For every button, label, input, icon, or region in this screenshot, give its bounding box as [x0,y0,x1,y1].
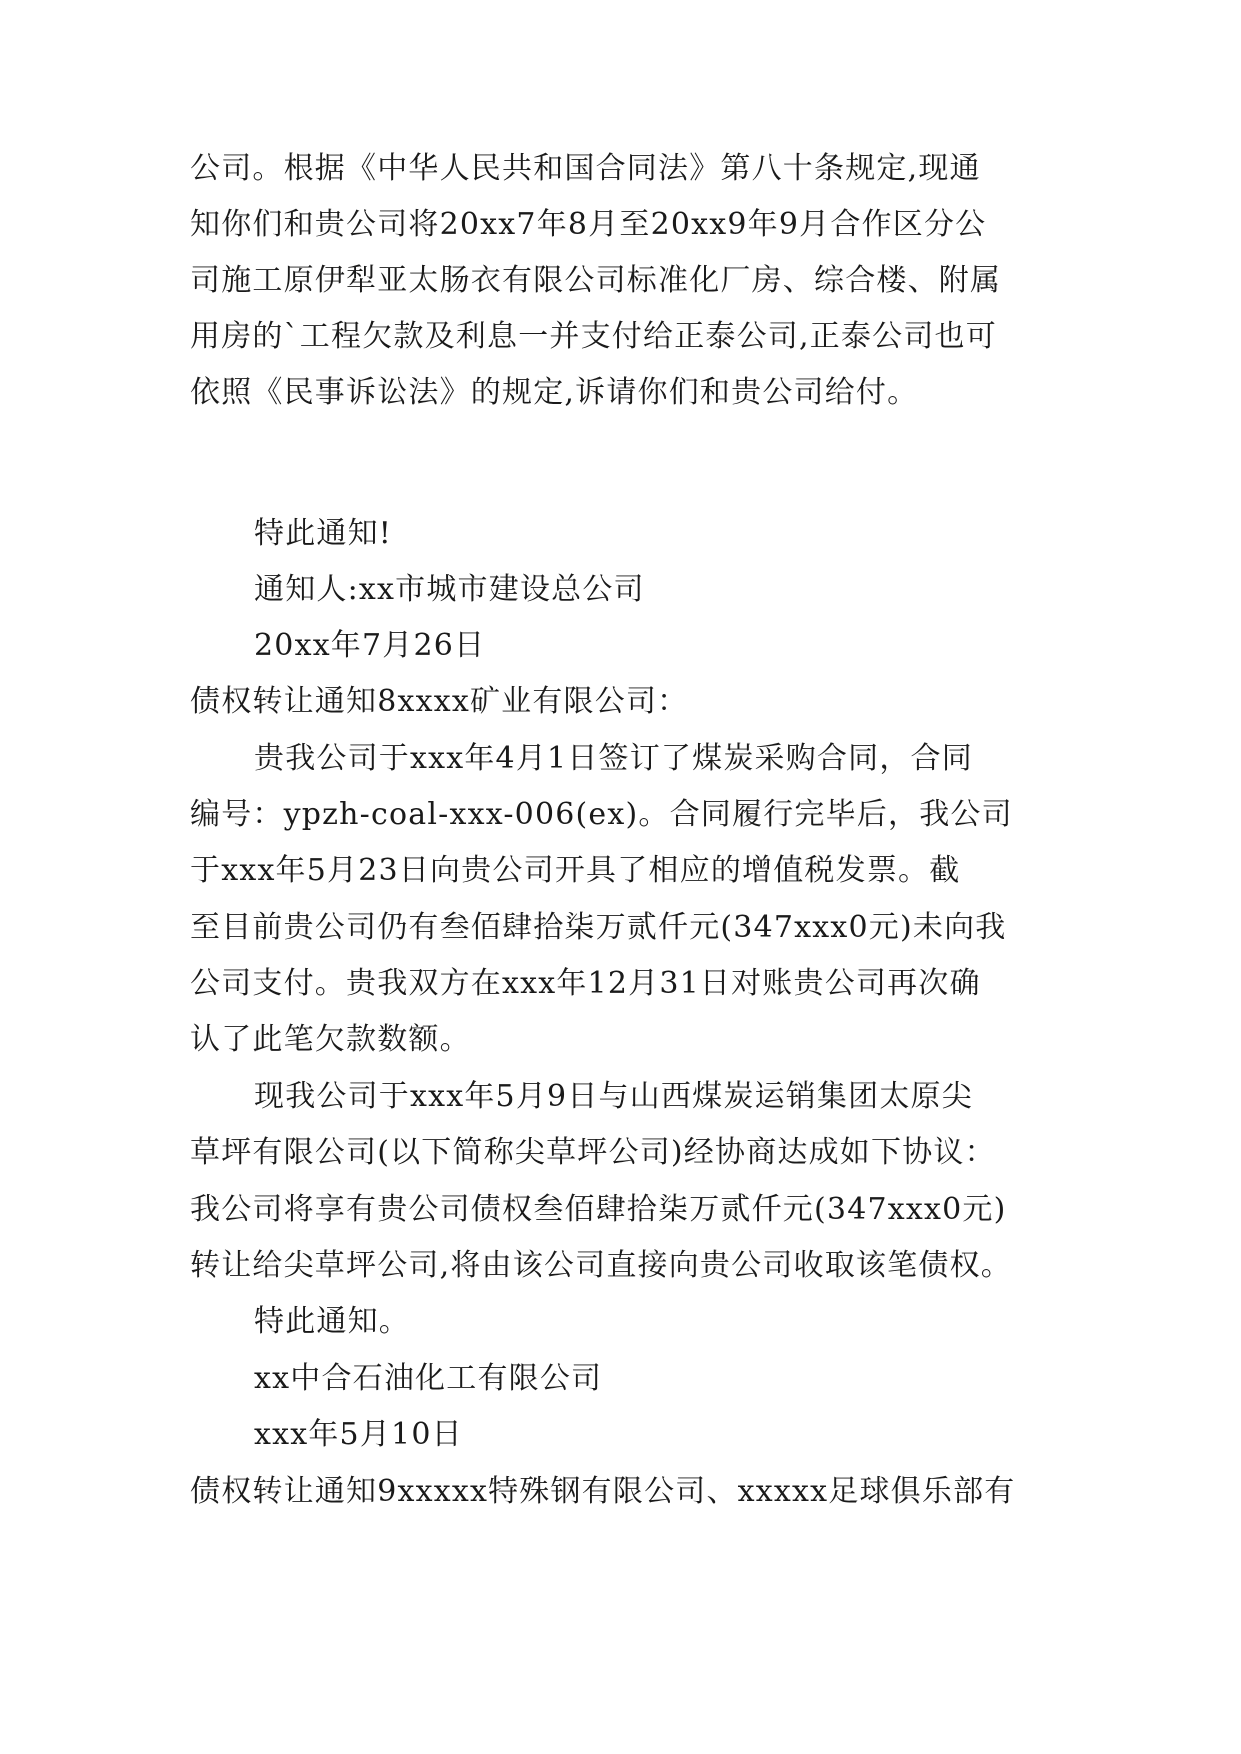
body-text-line: 草坪有限公司(以下简称尖草坪公司)经协商达成如下协议： [190,1135,996,1170]
body-text-line: 编号：ypzh-coal-xxx-006(ex)。合同履行完毕后，我公司 [190,797,1013,832]
closing-notice: 特此通知! [254,516,393,551]
signatory-line: xx中合石油化工有限公司 [254,1361,603,1396]
closing-notice: 特此通知。 [254,1304,410,1339]
body-text-line: 用房的`工程欠款及利息一并支付给正泰公司,正泰公司也可 [190,319,997,354]
body-text-line: 我公司将享有贵公司债权叁佰肆拾柒万贰仟元(347xxx0元) [190,1192,1007,1227]
date-line: xxx年5月10日 [254,1417,463,1452]
body-text-line: 至目前贵公司仍有叁佰肆拾柒万贰仟元(347xxx0元)未向我 [190,910,1007,945]
body-text-line: 于xxx年5月23日向贵公司开具了相应的增值税发票。截 [190,853,961,888]
body-text-line: 依照《民事诉讼法》的规定,诉请你们和贵公司给付。 [190,375,919,410]
date-line: 20xx年7月26日 [254,628,486,663]
body-text-line: 认了此笔欠款数额。 [190,1022,471,1057]
body-text-line: 公司。根据《中华人民共和国合同法》第八十条规定,现通 [190,151,981,186]
body-text-line: 转让给尖草坪公司,将由该公司直接向贵公司收取该笔债权。 [190,1248,1012,1283]
body-text-line: 公司支付。贵我双方在xxx年12月31日对账贵公司再次确 [190,966,981,1001]
notice-heading: 债权转让通知9xxxxx特殊钢有限公司、xxxxx足球俱乐部有 [190,1474,1016,1509]
notifier-line: 通知人:xx市城市建设总公司 [254,572,645,607]
body-text-line: 贵我公司于xxx年4月1日签订了煤炭采购合同，合同 [254,741,973,776]
body-text-line: 知你们和贵公司将20xx7年8月至20xx9年9月合作区分公 [190,207,987,242]
body-text-line: 司施工原伊犁亚太肠衣有限公司标准化厂房、综合楼、附属 [190,263,1002,298]
notice-heading: 债权转让通知8xxxx矿业有限公司： [190,684,689,719]
body-text-line: 现我公司于xxx年5月9日与山西煤炭运销集团太原尖 [254,1079,973,1114]
